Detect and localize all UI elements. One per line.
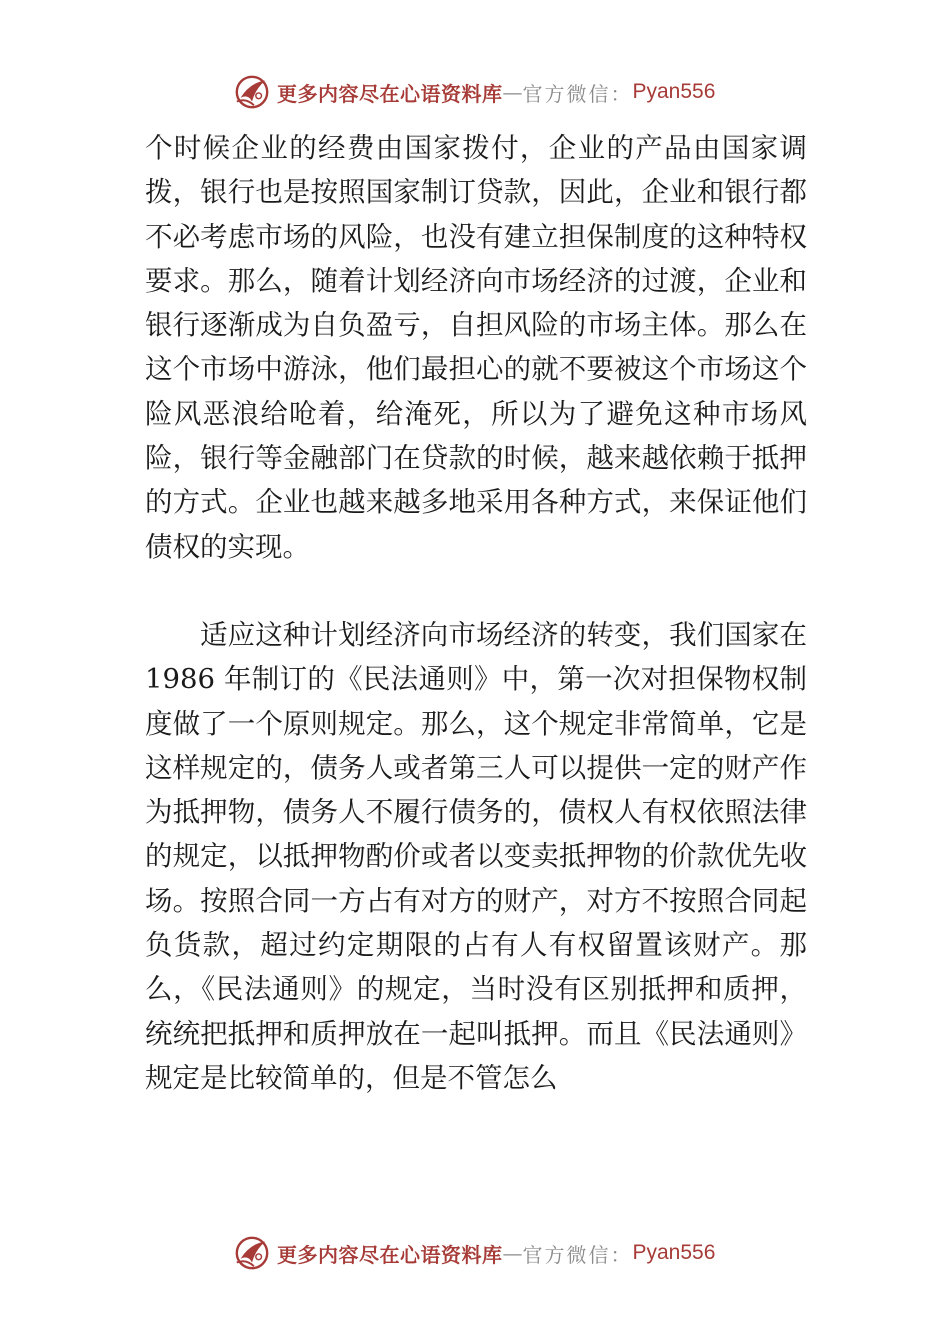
red-circular-logo-icon: [233, 73, 271, 111]
footer-wechat-label: 官方微信：: [522, 1242, 633, 1267]
header-wechat-label: 官方微信：: [522, 81, 633, 106]
document-body: [145, 126, 807, 1100]
red-circular-logo-icon: [233, 1234, 271, 1272]
header-dash: —: [502, 80, 523, 104]
paragraph-1: 个时候企业的经费由国家拨付，企业的产品由国家调拨，银行也是按照国家制订贷款，因此，企业和银行都不必考虑市场的风险，也没有建立担保制度的这种特权要求。那么，随着计划经济向市场经济的过渡，企业和银行逐渐成为自负盈亏，自担风险的市场主体。那么在这个市场中游泳，他们最担心的就不要被这个市场这个险风恶浪给呛着，给淹死，所以为了避免这种市场风险，银行等金融部门在贷款的时候，越来越依赖于抵押的方式。企业也越来越多地采用各种方式，来保证他们债权的实现。: [145, 132, 807, 563]
paragraph-2: 适应这种计划经济向市场经济的转变，我们国家在 1986 年制订的《民法通则》中，第一次对担保物权制度做了一个原则规定。那么，这个规定非常简单，它是这样规定的，债务人或者第三人可以提供一定的财产作为抵押物，债务人不履行债务的，债权人有权依照法律的规定，以抵押物酌价或者以变卖抵押物的价款优先收场。按照合同一方占有对方的财产，对方不按照合同起负货款，超过约定期限的占有人有权留置该财产。那么，《民法通则》的规定，当时没有区别抵押和质押，统统把抵押和质押放在一起叫抵押。而且《民法通则》规定是比较简单的，但是不管怎么: [145, 618, 807, 1094]
header-main-text: 更多内容尽在心语资料库: [277, 81, 503, 106]
header-banner: [233, 72, 715, 112]
header-wechat-id: Pyan556: [632, 80, 716, 103]
footer-wechat-id: Pyan556: [632, 1241, 716, 1264]
footer-dash: —: [502, 1241, 523, 1265]
footer-main-text: 更多内容尽在心语资料库: [277, 1242, 503, 1267]
footer-banner: [233, 1233, 715, 1273]
